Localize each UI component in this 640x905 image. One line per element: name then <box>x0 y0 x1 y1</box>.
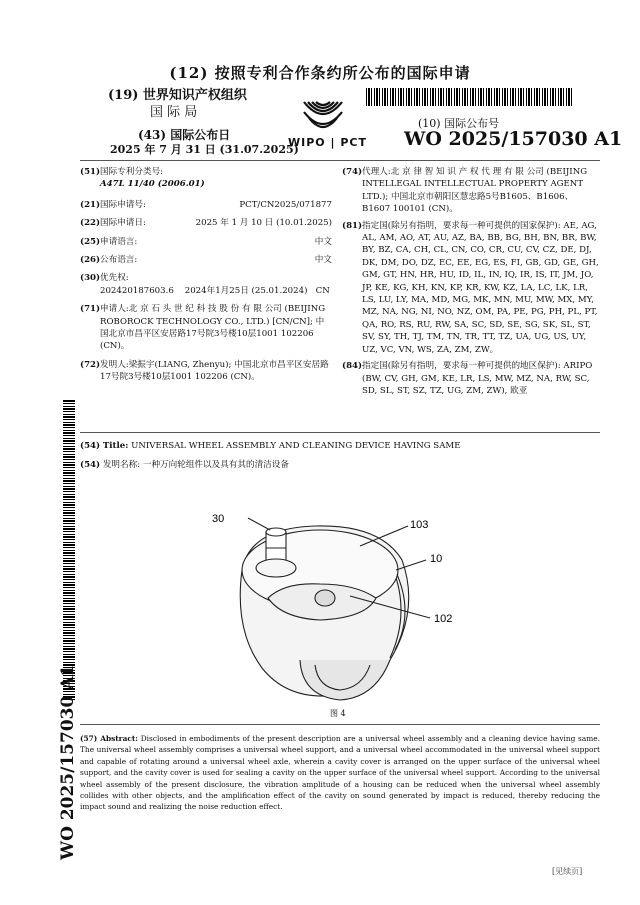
side-pub-number: WO 2025/157030 A1 <box>58 664 78 860</box>
figure-label-30: 30 <box>212 513 225 525</box>
org-name: (19) 世界知识产权组织 <box>108 88 247 103</box>
wheel-assembly-figure <box>190 500 480 710</box>
field-74: (74) 代理人:北 京 律 智 知 识 产 权 代 理 有 限 公司 (BEIJING INTELLEGAL INTELLECTUAL PROPERTY AGENT LTD.); 中国北京市朝阳区慧忠路5号B1605、B1606、B1607 100101 (CN)。 <box>342 167 588 215</box>
field-84: (84) 指定国(除另有指明，要求每一种可提供的地区保护): ARIPO (BW, CV, GH, GM, KE, LR, LS, MW, MZ, NA, RW, SC, SD, SL, ST, SZ, TZ, UG, ZM, ZW), 欧亚 <box>342 361 593 396</box>
side-barcode <box>63 400 75 700</box>
barcode-top <box>366 88 574 106</box>
pub-date-label: (43) 国际公布日 <box>138 128 231 142</box>
pub-no-label: (10) 国际公布号 <box>418 117 500 130</box>
wipo-logo-text: WIPO | PCT <box>288 136 367 149</box>
figure-label-102: 102 <box>434 613 453 625</box>
field-21: (21) 国际申请号: PCT/CN2025/071877 <box>80 199 332 210</box>
field-26: (26) 公布语言: 中文 <box>80 255 332 266</box>
field-51: (51) 国际专利分类号: A47L 11/40 (2006.01) <box>80 167 205 190</box>
document-title: (12) 按照专利合作条约所公布的国际申请 <box>169 64 471 82</box>
title-en: (54) Title: UNIVERSAL WHEEL ASSEMBLY AND CLEANING DEVICE HAVING SAME <box>80 441 461 451</box>
abstract-label: (57) Abstract: <box>80 734 139 743</box>
title-zh: (54) 发明名称: 一种万向轮组件以及具有其的清洁设备 <box>80 460 289 470</box>
abstract-text: Disclosed in embodiments of the present description are a universal wheel assembly and a cleaning device having same. The universal wheel assembly comprises a universal wheel support, and a universal wheel accommodated in the universal wheel support and capable of rotating around a universal wheel axle, wherein a cavity cover is arranged on the upper surface of the universal wheel support, and the cavity cover is used for sealing a cavity on the upper surface of the universal wheel support. According to the universal wheel assembly of the present disclosure, the vibration amplitude of a housing can be reduced when the universal wheel assembly collides with other objects, and the amplification effect of the cavity on sound generated by impact is reduced, thereby reducing the impact sound and realizing the noise reduction effect. <box>80 734 600 812</box>
right-column <box>342 166 600 397</box>
field-25: (25) 申请语言: 中文 <box>80 236 332 247</box>
left-column <box>80 166 332 384</box>
figure-caption: 图 4 <box>330 709 346 718</box>
figure-label-103: 103 <box>410 519 429 531</box>
field-72: (72) 发明人:梁振宇(LIANG, Zhenyu); 中国北京市昌平区安居路17号院3号楼10层1001 102206 (CN)。 <box>80 359 329 383</box>
continued-note: [见续页] <box>552 867 583 876</box>
field-81: (81) 指定国(除另有指明，要求每一种可提供的国家保护): AE, AG, AL, AM, AO, AT, AU, AZ, BA, BB, BG, BH, BN, BR, BW, BY, BZ, CA, CH, CL, CN, CO, CR, CU, CV, CZ, DE, DJ, DK, DM, DO, DZ, EC, EE, EG, ES, FI, GB, GD, GE, GH, GM, GT, HN, HR, HU, ID, IL, IN, IQ, IR, IS, IT, JM, JO, JP, KE, KG, KH, KN, KP, KR, KW, KZ, LA, LC, LK, LR, LS, LU, LY, MA, MD, MG, MK, MN, MU, MW, MX, MY, MZ, NA, NG, NI, NO, NZ, OM, PA, PE, PG, PH, PL, PT, QA, RO, RS, RU, RW, SA, SC, SD, SE, SG, SK, SL, ST, SV, SY, TH, TJ, TM, TN, TR, TT, TZ, UA, UG, US, UY, UZ, VC, VN, WS, ZA, ZM, ZW。 <box>342 220 599 355</box>
abstract-divider <box>80 724 600 725</box>
section-divider <box>80 432 600 433</box>
wipo-logo-icon <box>300 96 346 134</box>
field-30: (30) 优先权: 202420187603.6 2024年1月25日 (25.01.2024) CN <box>80 273 330 296</box>
org-bureau: 国 际 局 <box>150 105 198 120</box>
header-divider <box>80 160 600 161</box>
pub-date: 2025 年 7 月 31 日 (31.07.2025) <box>110 143 299 156</box>
figure-label-10: 10 <box>430 553 443 565</box>
field-71: (71) 申请人:北 京 石 头 世 纪 科 技 股 份 有 限 公司 (BEIJING ROBOROCK TECHNOLOGY CO., LTD.) [CN/CN]; 中国北京市昌平区安居路17号院3号楼10层1001 102206 (CN)。 <box>80 304 326 352</box>
field-22: (22) 国际申请日: 2025 年 1 月 10 日 (10.01.2025) <box>80 218 332 229</box>
abstract <box>80 733 600 813</box>
pub-number: WO 2025/157030 A1 <box>404 128 623 150</box>
